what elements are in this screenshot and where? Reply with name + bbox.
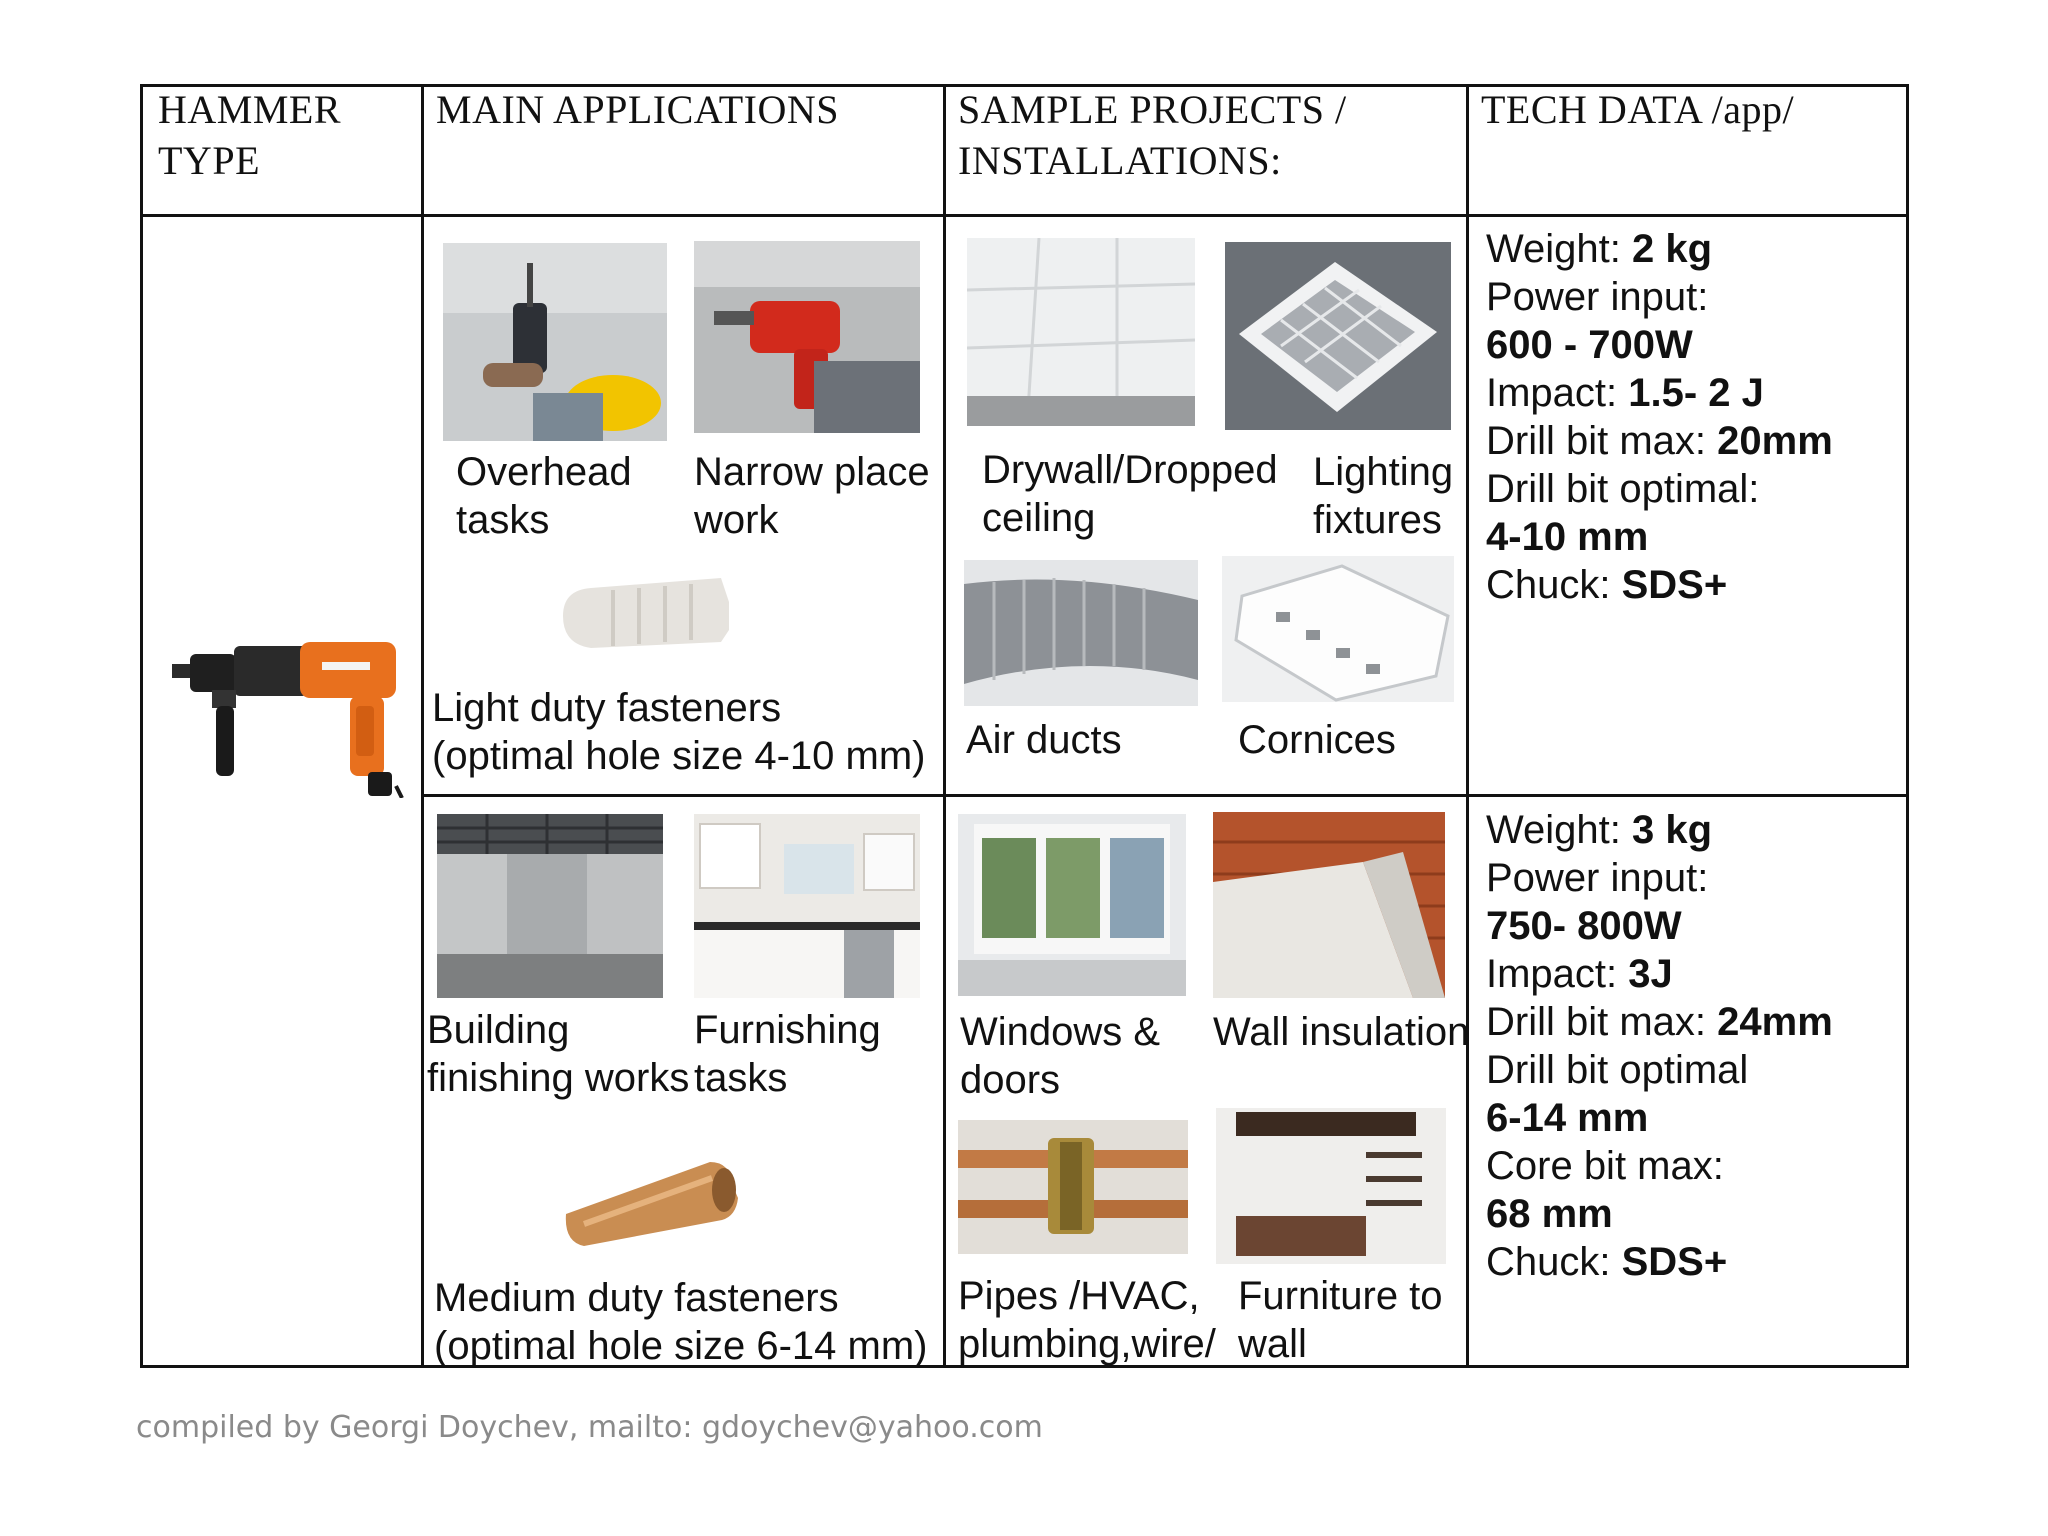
wall-insulation-caption: Wall insulation: [1213, 1010, 1470, 1054]
windows-doors-image: [958, 814, 1186, 996]
pipes-hvac-caption: Pipes /HVAC, plumbing,wire/: [958, 1274, 1216, 1366]
narrow-place-work-image: [694, 241, 920, 433]
building-finishing-caption: Building finishing works: [427, 1008, 690, 1100]
row-divider: [421, 794, 1906, 797]
lighting-fixtures-caption: Lighting fixtures: [1313, 450, 1454, 542]
overhead-tasks-caption: Overhead tasks: [456, 450, 632, 542]
windows-doors-caption: Windows & doors: [960, 1010, 1161, 1102]
footer-credit: compiled by Georgi Doychev, mailto: gdoychev@yahoo.com: [136, 1410, 1043, 1445]
header-main-applications: MAIN APPLICATIONS: [436, 87, 839, 132]
light-duty-plug-image: [543, 568, 737, 664]
header-divider: [143, 214, 1906, 217]
header-hammer-type: HAMMER TYPE: [158, 87, 342, 183]
column-divider: [1466, 87, 1469, 1365]
light-duty-fasteners-caption: Light duty fasteners (optimal hole size 4-10 mm): [432, 686, 926, 778]
cornices-caption: Cornices: [1238, 718, 1396, 762]
furnishing-tasks-image: [694, 814, 920, 998]
tech-data-light-hammer: Weight: 2 kg Power input: 600 - 700W Impact: 1.5- 2 J Drill bit max: 20mm Drill bit optimal: 4-10 mm Chuck: SDS+: [1486, 227, 1833, 607]
narrow-place-work-caption: Narrow place work: [694, 450, 930, 542]
medium-duty-fasteners-caption: Medium duty fasteners (optimal hole size 6-14 mm): [434, 1276, 928, 1368]
column-divider: [943, 87, 946, 1365]
building-finishing-image: [437, 814, 663, 998]
rotary-hammer-drill-image: [172, 636, 404, 798]
pipes-hvac-image: [958, 1120, 1188, 1254]
air-ducts-image: [964, 560, 1198, 706]
medium-duty-anchor-image: [554, 1150, 740, 1250]
furniture-to-wall-caption: Furniture to wall: [1238, 1274, 1443, 1366]
furnishing-tasks-caption: Furnishing tasks: [694, 1008, 881, 1100]
wall-insulation-image: [1213, 812, 1445, 998]
drywall-ceiling-caption: Drywall/Dropped ceiling: [982, 448, 1278, 540]
air-ducts-caption: Air ducts: [966, 718, 1122, 762]
cornices-image: [1222, 556, 1454, 702]
drywall-ceiling-image: [967, 238, 1195, 426]
column-divider: [421, 87, 424, 1365]
furniture-to-wall-image: [1216, 1108, 1446, 1264]
lighting-fixture-image: [1225, 242, 1451, 430]
header-sample-projects: SAMPLE PROJECTS / INSTALLATIONS:: [958, 87, 1347, 183]
overhead-tasks-image: [443, 243, 667, 441]
tech-data-medium-hammer: Weight: 3 kg Power input: 750- 800W Impact: 3J Drill bit max: 24mm Drill bit optimal 6-14 mm Core bit max: 68 mm Chuck: SDS+: [1486, 808, 1833, 1284]
header-tech-data: TECH DATA /app/: [1481, 87, 1795, 132]
